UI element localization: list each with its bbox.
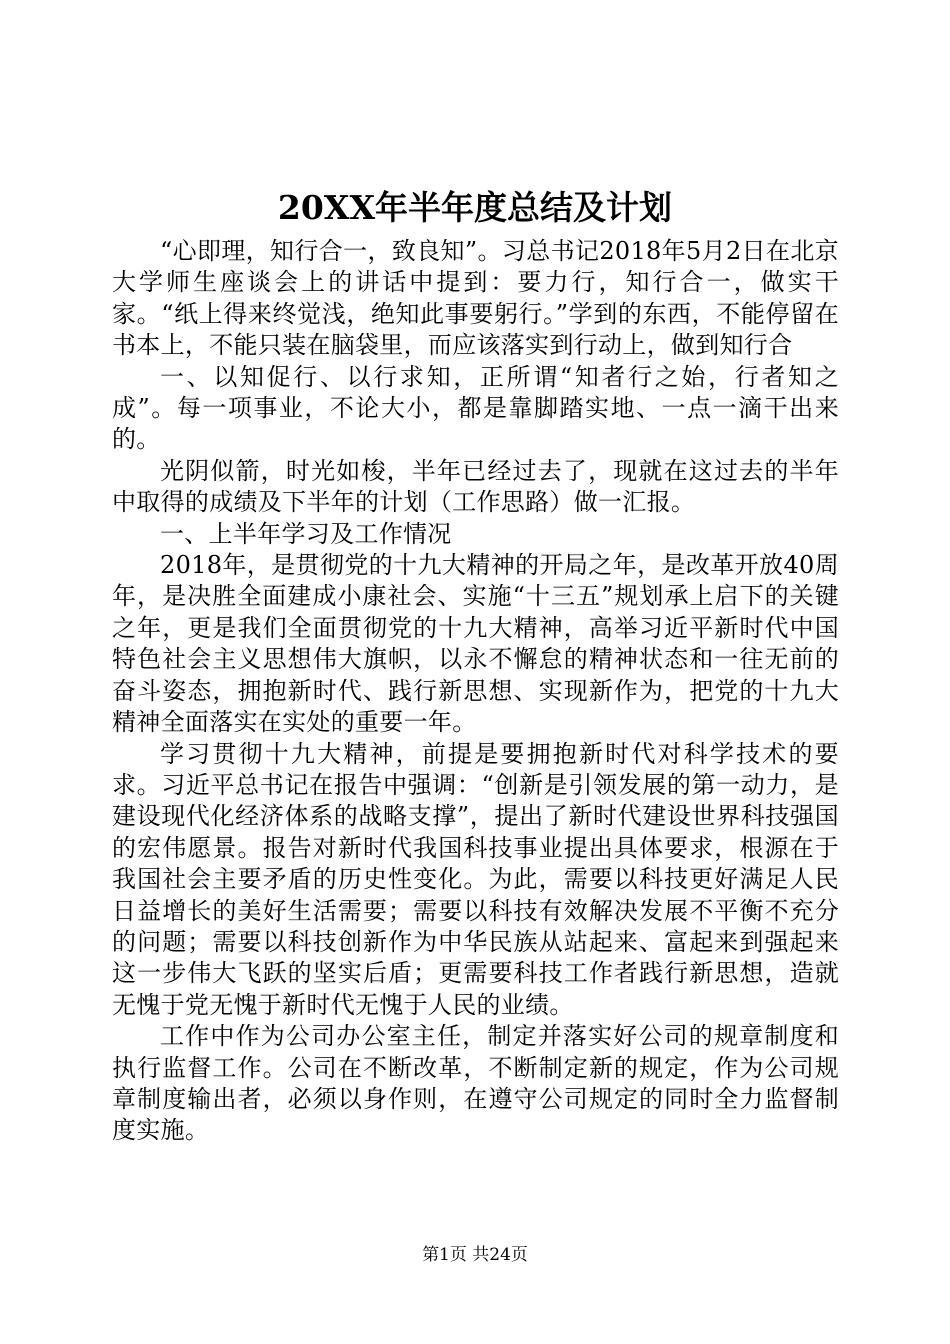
page-number-footer: 第1页 共24页 xyxy=(422,1245,528,1265)
paragraph: 光阴似箭，时光如梭，半年已经过去了，现就在这过去的半年中取得的成绩及下半年的计划（工作思路）做一汇报。 xyxy=(112,456,839,517)
section-heading: 一、上半年学习及工作情况 xyxy=(160,519,452,548)
document-body xyxy=(112,236,839,1147)
paragraph: 2018年，是贯彻党的十九大精神的开局之年，是改革开放40周年，是决胜全面建成小康社会、实施“十三五”规划承上启下的关键之年，更是我们全面贯彻党的十九大精神，高举习近平新时代中国特色社会主义思想伟大旗帜，以永不懈怠的精神状态和一往无前的奋斗姿态，拥抱新时代、践行新思想、实现新作为，把党的十九大精神全面落实在实处的重要一年。 xyxy=(112,551,839,737)
paragraph: 工作中作为公司办公室主任，制定并落实好公司的规章制度和执行监督工作。公司在不断改革，不断制定新的规定，作为公司规章制度输出者，必须以身作则，在遵守公司规定的同时全力监督制度实施。 xyxy=(112,1022,839,1145)
document-title: 20XX年半年度总结及计划 xyxy=(277,188,673,227)
paragraph: 一、以知促行、以行求知，正所谓“知者行之始，行者知之成”。每一项事业，不论大小，都是靠脚踏实地、一点一滴干出来的。 xyxy=(112,362,839,454)
paragraph: 学习贯彻十九大精神，前提是要拥抱新时代对科学技术的要求。习近平总书记在报告中强调：“创新是引领发展的第一动力，是建设现代化经济体系的战略支撑”，提出了新时代建设世界科技强国的宏伟愿景。报告对新时代我国科技事业提出具体要求，根源在于我国社会主要矛盾的历史性变化。为此，需要以科技更好满足人民日益增长的美好生活需要；需要以科技有效解决发展不平衡不充分的问题；需要以科技创新作为中华民族从站起来、富起来到强起来这一步伟大飞跃的坚实后盾；更需要科技工作者践行新思想，造就无愧于党无愧于新时代无愧于人民的业绩。 xyxy=(112,739,839,1019)
paragraph: “心即理，知行合一，致良知”。习总书记2018年5月2日在北京大学师生座谈会上的讲话中提到：要力行，知行合一，做实干家。“纸上得来终觉浅，绝知此事要躬行。”学到的东西，不能停留在书本上，不能只装在脑袋里，而应该落实到行动上，做到知行合 xyxy=(112,237,839,360)
